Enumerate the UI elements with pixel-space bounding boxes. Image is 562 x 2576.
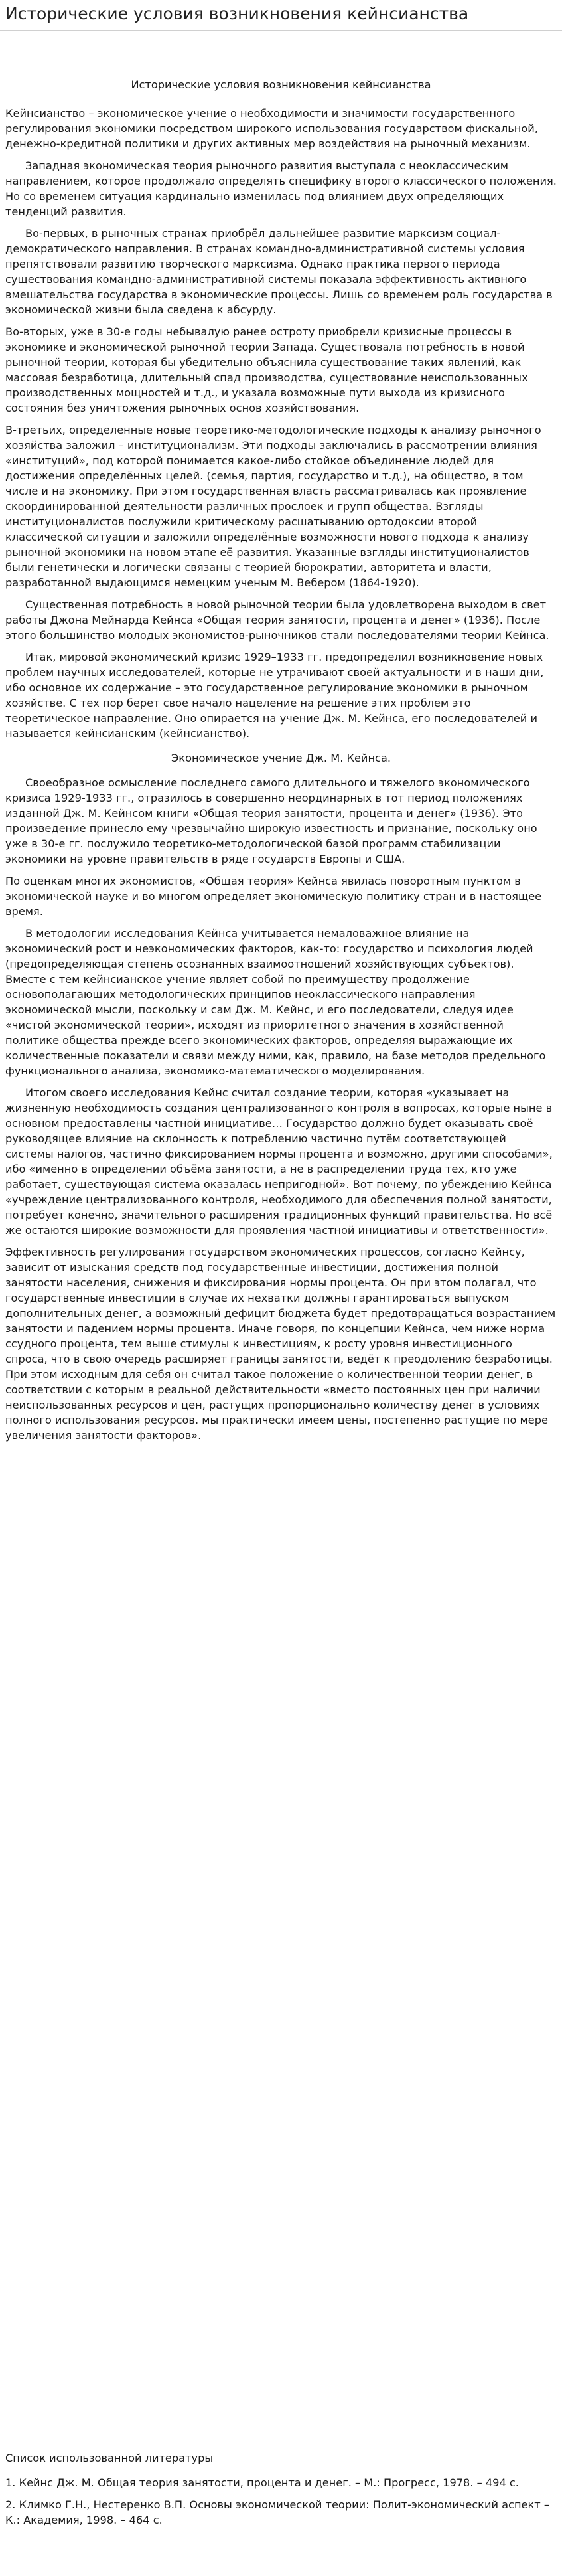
paragraph-centralized-control: Итогом своего исследования Кейнс считал создание теории, которая «указывает на жизненную необходимость создания централизованного контроля в вопросах, которые ныне в основном предоставлены частной инициативе… Государство должно будет оказывать своё руководящее влияние на склонность к потреблению частично путём соответствующей системы налогов, частично фиксированием нормы процента и возможно, другими способами», ибо «именно в определении объёма занятости, а не в распределении труда тех, кто уже работает, существующая система оказалась непригодной». Вот почему, по убеждению Кейнса «учреждение централизованного контроля, необходимого для обеспечения полной занятости, потребует конечно, значительного расширения традиционных функций правительства. Но всё же остаются широкие возможности для проявления частной инициативы и ответственности». (5, 1086, 553, 1237)
paragraph-second-trend: Во-вторых, уже в 30-е годы небывалую ранее остроту приобрели кризисные процессы в экономике и экономической рыночной теории Запада. Существовала потребность в новой рыночной теории, которая бы убедительно объяснила существование таких явлений, как массовая безработица, длительный спад производства, существование неиспользованных производственных мощностей и т.д., и указала возможные пути выхода из кризисного состояния без уничтожения рыночных основ хозяйствования. (5, 325, 528, 414)
references-section (5, 2450, 557, 2534)
title-divider (0, 30, 562, 31)
paragraph-methodology: В методологии исследования Кейнса учитывается немаловажное влияние на экономический рост и неэкономических факторов, как-то: государство и психология людей (предопределяющая степень осознанных взаимоотношений хозяйствующих субъектов). Вместе с тем кейнсианское учение являет собой по преимуществу продолжение основополагающих методологических принципов неоклассического направления экономической мысли, поскольку и сам Дж. М. Кейнс, и его последователи, следуя идее «чистой экономической теории», исходят из приоритетного значения в хозяйственной политике общества прежде всего экономических факторов, определяя выражающие их количественные показатели и связи между ними, как, правило, на базе методов предельного функционального анализа, экономико-математического моделирования. (5, 927, 546, 1077)
paragraph-crisis-summary: Итак, мировой экономический кризис 1929–1933 гг. предопределил возникновение новых проблем научных исследователей, которые не утрачивают своей актуальности и в наши дни, ибо основное их содержание – это государственное регулирование экономики в рыночном хозяйстве. С тех пор берет свое начало нацеление на решение этих проблем это теоретическое направление. Оно опирается на учение Дж. М. Кейнса, его последователей и называется кейнсианским (кейнсианство). (5, 651, 544, 740)
paragraph-western-theory: Западная экономическая теория рыночного развития выступала с неоклассическим направлением, которое продолжало определять специфику второго классического положения. Но со временем ситуация кардинально изменилась под влиянием двух определяющих тенденций развития. (5, 159, 557, 218)
reference-item: 1. Кейнс Дж. М. Общая теория занятости, процента и денег. – М.: Прогресс, 1978. – 494 с. (5, 2476, 519, 2489)
paragraph-first-trend: Во-первых, в рыночных странах приобрёл дальнейшее развитие марксизм социал-демократического направления. В странах командно-административной системы условия препятствовали развитию творческого марксизма. Однако практика первого периода существования командно-административной системы показала эффективность активного вмешательства государства в экономические процессы. Лишь со временем роль государства в экономической жизни была сведена к абсурду. (5, 227, 553, 316)
document-heading: Исторические условия возникновения кейнсианства (131, 78, 431, 91)
reference-item: 2. Климко Г.Н., Нестеренко В.П. Основы экономической теории: Полит-экономический аспект – К.: Академия, 1998. – 464 с. (5, 2498, 549, 2526)
paragraph-regulation-efficiency: Эффективность регулирования государством экономических процессов, согласно Кейнсу, зависит от изыскания средств под государственные инвестиции, достижения полной занятости населения, снижения и фиксирования нормы процента. Он при этом полагал, что государственные инвестиции в случае их нехватки должны гарантироваться выпуском дополнительных денег, а возможный дефицит бюджета будет предотвращаться возрастанием занятости и падением нормы процента. Иначе говоря, по концепции Кейнса, чем ниже норма ссудного процента, тем выше стимулы к инвестициям, к росту уровня инвестиционного спроса, что в свою очередь расширяет границы занятости, ведёт к преодолению безработицы. При этом исходным для себя он считал такое положение о количественной теории денег, в соответствии с которым в реальной действительности «вместо постоянных цен при наличии неиспользованных ресурсов и цен, растущих пропорционально количеству денег в условиях полного использования ресурсов. мы практически имеем цены, постепенно растущие по мере увеличения занятости факторов». (5, 1246, 556, 1442)
page-title: Исторические условия возникновения кейнсианства (5, 4, 469, 23)
paragraph-definition: Кейнсианство – экономическое учение о необходимости и значимости государственного регулирования экономики посредством широкого использования государством фискальной, денежно-кредитной политики и других активных мер воздействия на рыночный механизм. (5, 107, 538, 150)
paragraph-keynes-work: Существенная потребность в новой рыночной теории была удовлетворена выходом в свет работы Джона Мейнарда Кейнса «Общая теория занятости, процента и денег» (1936). После этого большинство молодых экономистов-рыночников стали последователями теории Кейнса. (5, 598, 549, 642)
section-heading: Экономическое учение Дж. М. Кейнса. (171, 752, 391, 764)
paragraph-general-theory: Своеобразное осмысление последнего самого длительного и тяжелого экономического кризиса 1929-1933 гг., отразилось в совершенно неординарных в тот период положениях изданной Дж. М. Кейнсом книги «Общая теория занятости, процента и денег» (1936). Это произведение принесло ему чрезвычайно широкую известность и признание, поскольку оно уже в 30-е гг. послужило теоретико-методологической базой программ стабилизации экономики на уровне правительств в ряде государств Европы и США. (5, 776, 537, 865)
article-body (0, 77, 562, 1443)
paragraph-economists-assessment: По оценкам многих экономистов, «Общая теория» Кейнса явилась поворотным пунктом в экономической науке и во многом определяет экономическую политику стран и в настоящее время. (5, 875, 542, 918)
references-title: Список использованной литературы (5, 2452, 214, 2464)
paragraph-third-trend: В-третьих, определенные новые теоретико-методологические подходы к анализу рыночного хозяйства заложил – институционализм. Эти подходы заключались в рассмотрении влияния «институций», под которой понимается какое-либо стойкое объединение людей для достижения определённых целей. (семья, партия, государство и т.д.), на общество, в том числе и на экономику. При этом государственная власть рассматривалась как проявление скоординированной деятельности различных прослоек и групп общества. Взгляды институционалистов послужили критическому расшатыванию ортодоксии второй классической ситуации и заложили определённые возможности нового подхода к анализу рыночной экономики на новом этапе её развития. Указанные взгляды институционалистов были генетически и логически связаны с теорией бюрократии, авторитета и власти, разработанной выдающимся немецким ученым М. Вебером (1864-1920). (5, 424, 541, 589)
